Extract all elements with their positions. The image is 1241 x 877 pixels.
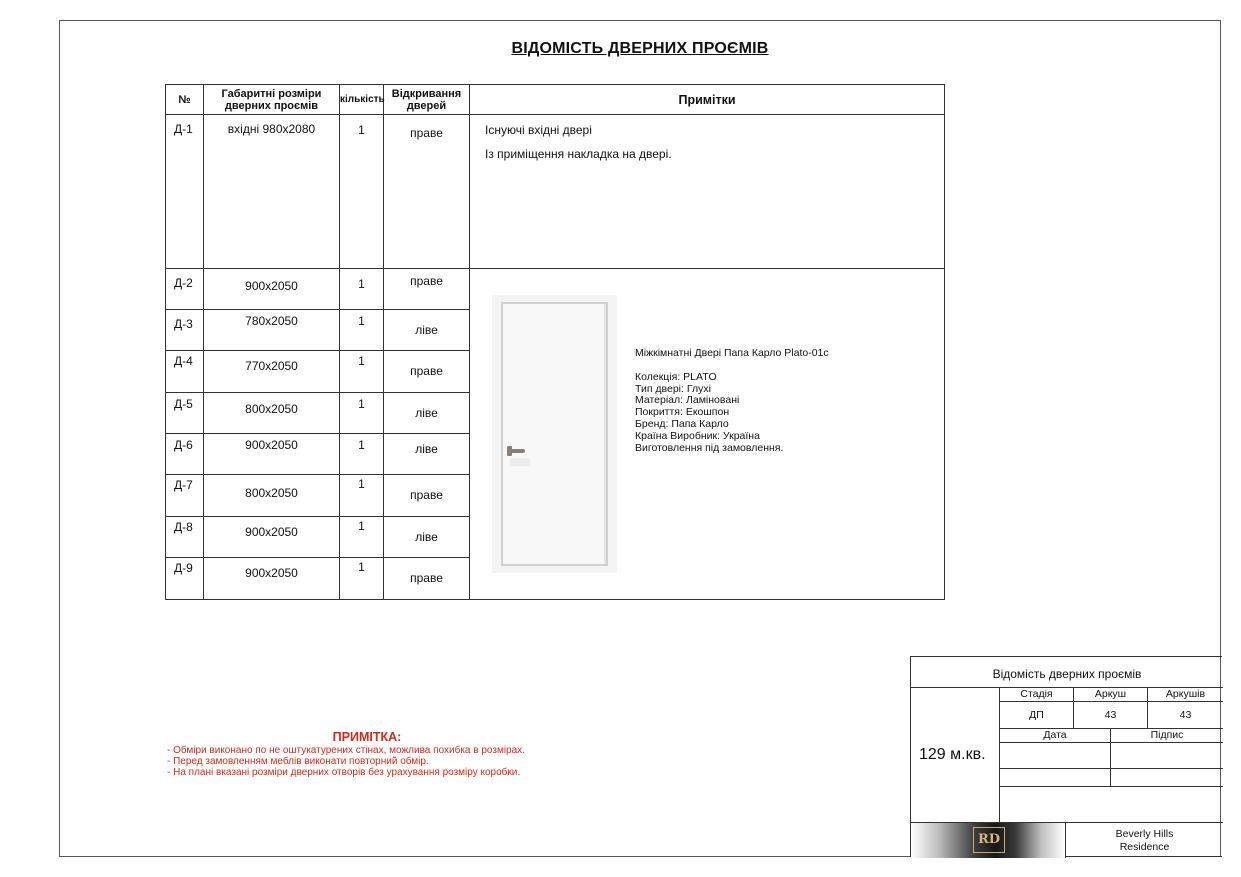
brand-line: Residence [1119,841,1170,853]
spec-line: Виготовлення під замовлення. [635,441,784,454]
row-dims: вхідні 980х2080 [204,115,340,269]
row-dims: 780х2050 [204,310,340,351]
sheets-value: 43 [1148,702,1223,729]
row-dims: 900х2050 [204,558,340,600]
brand-logo [911,823,1066,858]
header-qty: кількість [340,85,384,115]
signature-cell [1111,769,1223,787]
spec-line: Матеріал: Ламіновані [635,394,740,407]
remark-line: - Перед замовленням меблів виконати повторний обмір. [167,756,429,767]
signature-cell [1111,743,1223,769]
row-qty: 1 [340,393,384,434]
spec-line: Країна Виробник: Україна [635,429,760,442]
title-block-sheet-name: Відомість дверних проємів [911,657,1223,688]
brand-line: Beverly Hills [1115,828,1174,840]
date-cell [1000,769,1111,787]
header-num: № [166,85,204,115]
row-dims: 900х2050 [204,269,340,310]
row-opening: праве [384,115,470,269]
row-qty: 1 [340,269,384,310]
remark-title: ПРИМІТКА: [332,730,402,744]
row-num: Д-6 [166,434,204,475]
title-block [910,656,1222,857]
row-num: Д-1 [166,115,204,269]
row-opening: праве [384,351,470,393]
table-row [166,269,945,310]
handle-shadow [510,458,530,466]
sheets-label: Аркушів [1148,688,1223,702]
row-opening: ліве [384,517,470,558]
row-num: Д-3 [166,310,204,351]
spec-line: Бренд: Папа Карло [635,417,729,430]
row-dims: 800х2050 [204,393,340,434]
spec-line: Колекція: PLATO [635,370,717,383]
row-opening: праве [384,558,470,600]
note-line: Існуючі вхідні двері [485,123,592,137]
row-qty: 1 [340,115,384,269]
row-opening: ліве [384,393,470,434]
door-handle-icon [507,449,525,453]
row-opening: ліве [384,310,470,351]
header-opening: Відкривання дверей [384,85,470,115]
row-opening: ліве [384,434,470,475]
row-qty: 1 [340,310,384,351]
stage-value: ДП [1000,702,1074,729]
door-spec [635,348,829,454]
signature-label: Підпис [1111,729,1223,743]
row-num: Д-5 [166,393,204,434]
logo-monogram: RD [973,827,1005,853]
row-dims: 800х2050 [204,475,340,517]
row-num: Д-2 [166,269,204,310]
remark-block [167,732,525,778]
remark-line: - На плані вказані розміри дверних отворів без урахування розміру коробки. [167,767,521,778]
remark-line: - Обміри виконано по не оштукатурених стінах, можлива похибка в розмірах. [167,745,525,756]
row-qty: 1 [340,475,384,517]
door-leaf [501,302,608,566]
table-row [166,115,945,269]
row-opening: праве [384,475,470,517]
row-qty: 1 [340,517,384,558]
interior-door-notes [470,269,945,600]
date-label: Дата [1000,729,1111,743]
row-dims: 900х2050 [204,434,340,475]
row-dims: 770х2050 [204,351,340,393]
row-dims: 900х2050 [204,517,340,558]
row-num: Д-8 [166,517,204,558]
door-image [492,295,617,573]
header-notes: Примітки [470,85,945,115]
entrance-door-notes [470,115,945,269]
stage-label: Стадія [1000,688,1074,702]
spec-line: Покриття: Екошпон [635,406,730,419]
row-num: Д-4 [166,351,204,393]
spec-line: Тип двері: Глухі [635,382,711,395]
sheet-value: 43 [1074,702,1148,729]
sheet-label: Аркуш [1074,688,1148,702]
row-num: Д-7 [166,475,204,517]
header-dims: Габаритні розміри дверних проємів [204,85,340,115]
title-block-logo-row [911,822,1223,858]
row-opening: праве [384,269,470,310]
document-title: ВІДОМІСТЬ ДВЕРНИХ ПРОЄМІВ [511,40,769,57]
row-qty: 1 [340,558,384,600]
title-block-area: 129 м.кв. [911,688,1000,822]
row-num: Д-9 [166,558,204,600]
table-header-row [166,85,945,115]
brand-name [1066,828,1223,854]
door-schedule-table [165,84,945,600]
row-qty: 1 [340,434,384,475]
row-qty: 1 [340,351,384,393]
door-model-title: Міжкімнатні Двері Папа Карло Plato-01c [635,347,829,359]
date-cell [1000,743,1111,769]
note-line: Із приміщення накладка на двері. [485,147,672,161]
